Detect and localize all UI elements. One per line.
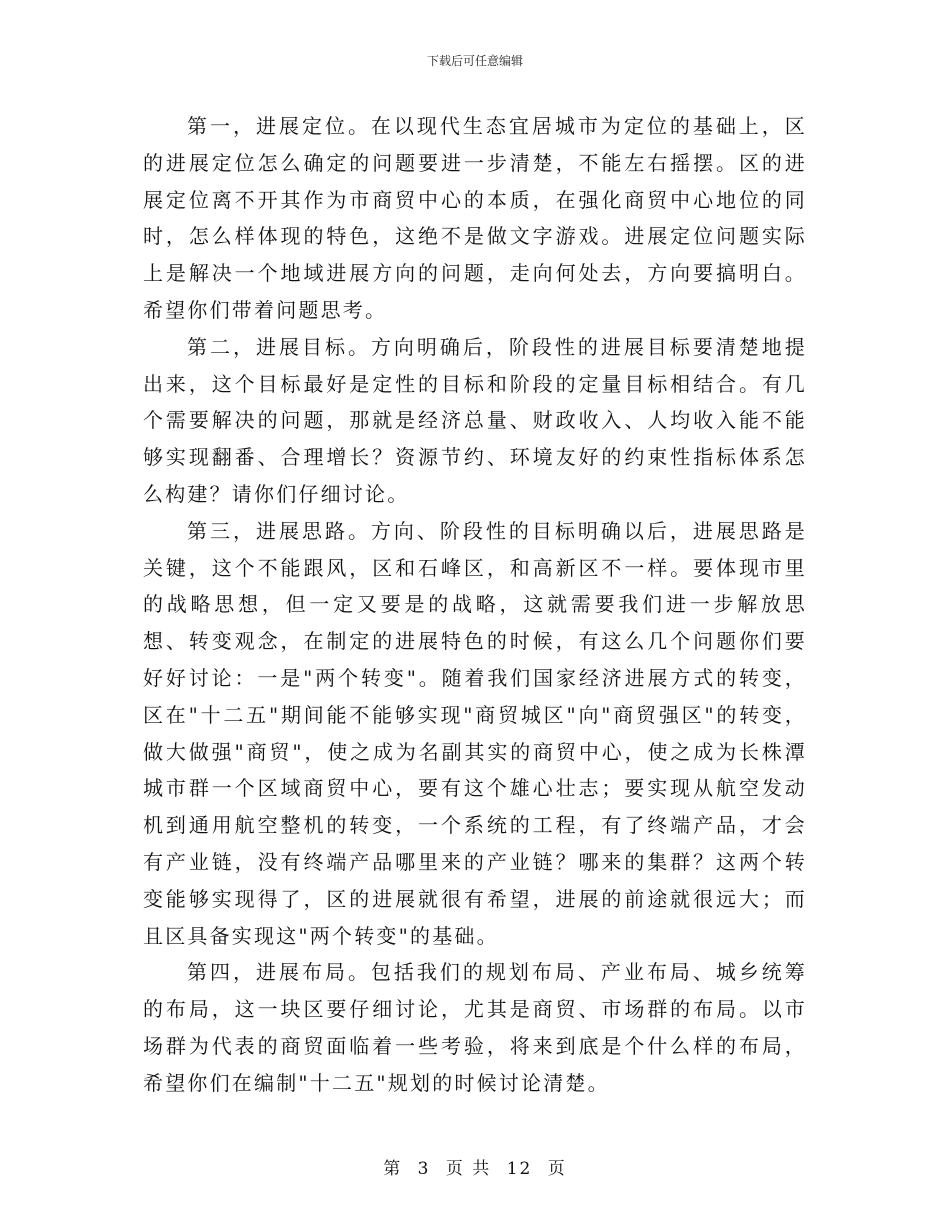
- header-note: 下载后可任意编辑: [426, 54, 523, 68]
- paragraph-goals: 第二，进展目标。方向明确后，阶段性的进展目标要清楚地提出来，这个目标最好是定性的目标和阶段的定量目标相结合。有几个需要解决的问题，那就是经济总量、财政收入、人均收入能不能够实现翻番、合理增长？资源节约、环境友好的约束性指标体系怎么构建？请你们仔细讨论。: [143, 334, 807, 506]
- footer-middle: 页 共: [445, 1159, 492, 1179]
- footer-suffix: 页: [547, 1159, 567, 1179]
- paragraph-positioning: 第一，进展定位。在以现代生态宜居城市为定位的基础上，区的进展定位怎么确定的问题要进一步清楚，不能左右摇摆。区的进展定位离不开其作为市商贸中心的本质，在强化商贸中心地位的同时，怎么样体现的特色，这绝不是做文字游戏。进展定位问题实际上是解决一个地域进展方向的问题，走向何处去，方向要搞明白。希望你们带着问题思考。: [143, 114, 807, 322]
- paragraph-approach: 第三，进展思路。方向、阶段性的目标明确以后，进展思路是关键，这个不能跟风，区和石峰区，和高新区不一样。要体现市里的战略思想，但一定又要是的战略，这就需要我们进一步解放思想、转变观念，在制定的进展特色的时候，有这么几个问题你们要好好讨论：一是"两个转变"。随着我们国家经济进展方式的转变，区在"十二五"期间能不能够实现"商贸城区"向"商贸强区"的转变，做大做强"商贸"，使之成为名副其实的商贸中心，使之成为长株潭城市群一个区域商贸中心，要有这个雄心壮志；要实现从航空发动机到通用航空整机的转变，一个系统的工程，有了终端产品，才会有产业链，没有终端产品哪里来的产业链？哪来的集群？这两个转变能够实现得了，区的进展就很有希望，进展的前途就很远大；而且区具备实现这"两个转变"的基础。: [143, 518, 807, 948]
- paragraph-layout: 第四，进展布局。包括我们的规划布局、产业布局、城乡统筹的布局，这一块区要仔细讨论，尤其是商贸、市场群的布局。以市场群为代表的商贸面临着一些考验，将来到底是个什么样的布局，希望你们在编制"十二五"规划的时候讨论清楚。: [143, 960, 807, 1095]
- document-body: [143, 108, 807, 1102]
- page-footer: [0, 1154, 950, 1179]
- current-page-number: 3: [417, 1159, 431, 1179]
- total-pages-number: 12: [506, 1159, 533, 1179]
- footer-prefix: 第: [383, 1159, 403, 1179]
